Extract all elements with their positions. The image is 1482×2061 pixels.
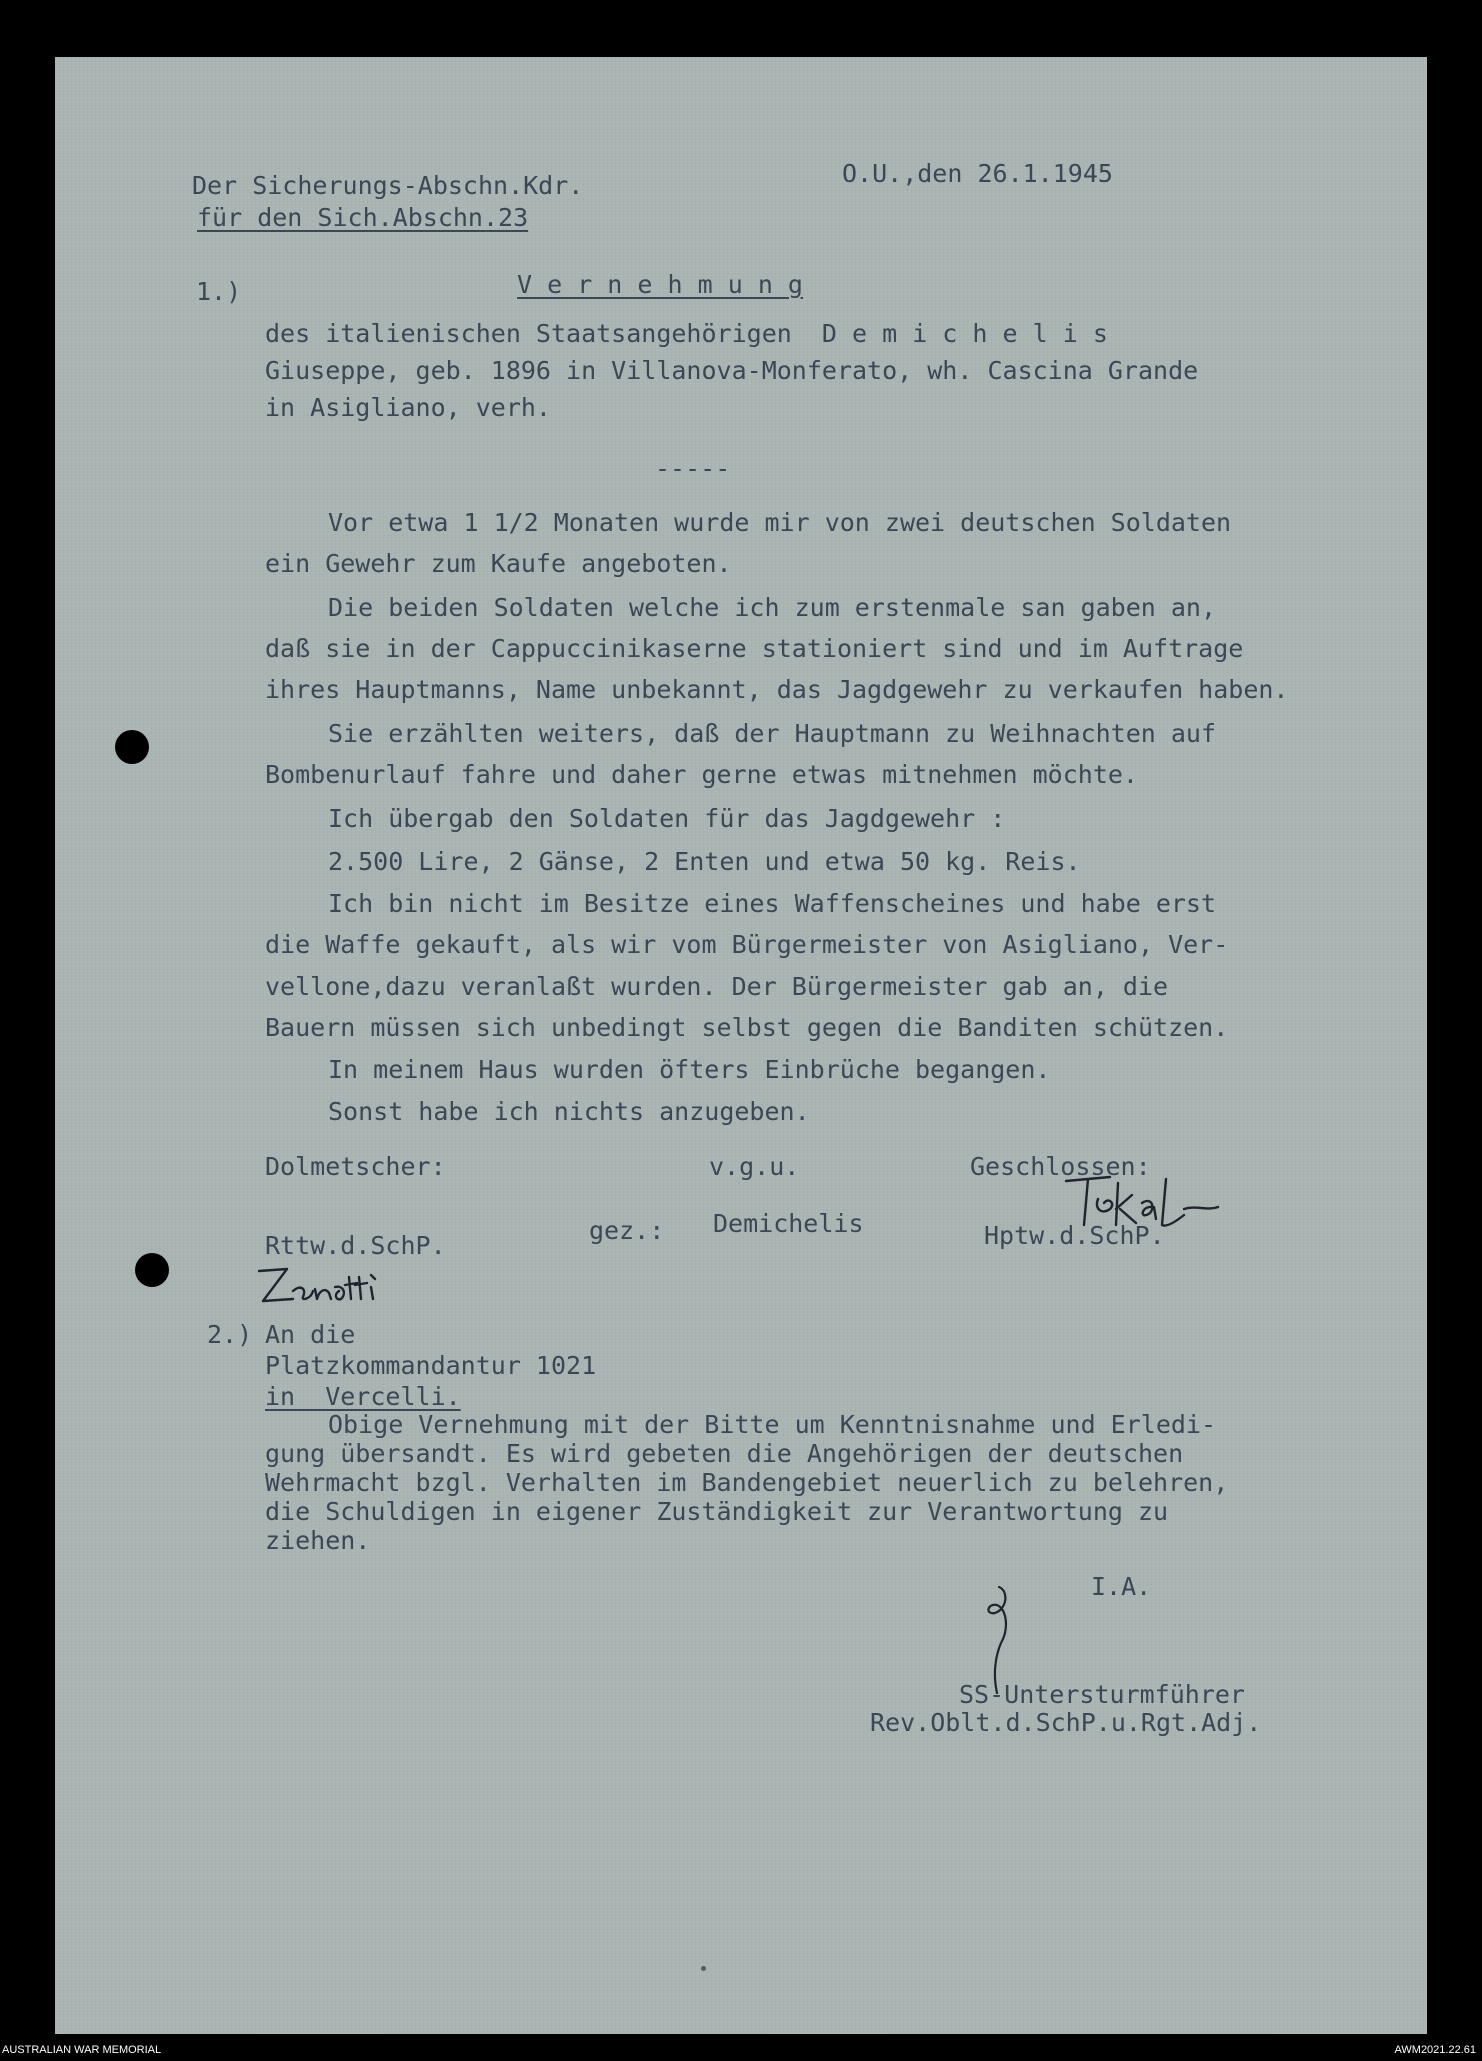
statement-line: ihres Hauptmanns, Name unbekannt, das Jagdgewehr zu verkaufen haben.	[265, 675, 1289, 704]
paper-mark	[701, 1966, 706, 1971]
sender-line-2: für den Sich.Abschn.23	[197, 203, 529, 232]
document-title: V e r n e h m u n g	[517, 270, 803, 299]
vgu-label: v.g.u.	[709, 1152, 800, 1181]
statement-line: Die beiden Soldaten welche ich zum erstenmale san gaben an,	[328, 593, 1217, 622]
statement-line: Vor etwa 1 1/2 Monaten wurde mir von zwei deutschen Soldaten	[328, 508, 1232, 537]
place-date: O.U.,den 26.1.1945	[842, 159, 1113, 188]
subject-line: Giuseppe, geb. 1896 in Villanova-Monferato, wh. Cascina Grande	[265, 356, 1199, 385]
footer-institution: AUSTRALIAN WAR MEMORIAL	[2, 2044, 162, 2056]
section-1-number: 1.)	[196, 277, 242, 306]
statement-line: Sie erzählten weiters, daß der Hauptmann zu Weihnachten auf	[328, 719, 1217, 748]
gez-label: gez.:	[589, 1216, 665, 1245]
cover-note-line: Wehrmacht bzgl. Verhalten im Bandengebiet neuerlich zu belehren,	[265, 1468, 1229, 1497]
cover-note-line: die Schuldigen in eigener Zuständigkeit zur Verantwortung zu	[265, 1497, 1169, 1526]
ia-label: I.A.	[1091, 1572, 1152, 1601]
address-line: in Vercelli.	[265, 1382, 461, 1411]
statement-line: vellone,dazu veranlaßt wurden. Der Bürgermeister gab an, die	[265, 972, 1169, 1001]
address-line: Platzkommandantur 1021	[265, 1351, 597, 1380]
address-line: An die	[265, 1320, 356, 1349]
closed-handwritten-signature	[1058, 1169, 1228, 1241]
statement-line: 2.500 Lire, 2 Gänse, 2 Enten und etwa 50 kg. Reis.	[328, 847, 1081, 876]
sender-line-1: Der Sicherungs-Abschn.Kdr.	[192, 171, 584, 200]
subject-line: in Asigliano, verh.	[265, 393, 551, 422]
subject-line: des italienischen Staatsangehörigen D e m i c h e l i s	[265, 319, 1108, 348]
statement-line: Ich bin nicht im Besitze eines Waffenscheines und habe erst	[328, 889, 1217, 918]
closed-label: Geschlossen:	[970, 1152, 1151, 1181]
cover-note-line: ziehen.	[265, 1526, 371, 1555]
closed-rank: Hptw.d.SchP.	[984, 1221, 1165, 1250]
statement-line: Sonst habe ich nichts anzugeben.	[328, 1097, 810, 1126]
separator: -----	[655, 454, 731, 483]
statement-line: Ich übergab den Soldaten für das Jagdgewehr :	[328, 804, 1006, 833]
punch-hole	[115, 730, 149, 764]
statement-line: die Waffe gekauft, als wir vom Bürgermeister von Asigliano, Ver-	[265, 930, 1229, 959]
cover-note-line: Obige Vernehmung mit der Bitte um Kenntnisnahme und Erledi-	[328, 1410, 1217, 1439]
signer-title: SS-Untersturmführer	[959, 1680, 1245, 1709]
statement-line: Bauern müssen sich unbedingt selbst gegen die Banditen schützen.	[265, 1013, 1229, 1042]
interpreter-label: Dolmetscher:	[265, 1152, 446, 1181]
section-2-number: 2.)	[207, 1320, 253, 1349]
statement-line: daß sie in der Cappuccinikaserne stationiert sind und im Auftrage	[265, 634, 1244, 663]
statement-line: In meinem Haus wurden öfters Einbrüche begangen.	[328, 1055, 1051, 1084]
interpreter-handwritten-signature	[253, 1263, 383, 1311]
document-page	[55, 57, 1427, 2034]
signer-rank: Rev.Oblt.d.SchP.u.Rgt.Adj.	[870, 1708, 1262, 1737]
punch-hole	[135, 1253, 169, 1287]
interpreter-rank: Rttw.d.SchP.	[265, 1231, 446, 1260]
cover-note-line: gung übersandt. Es wird gebeten die Angehörigen der deutschen	[265, 1439, 1184, 1468]
gez-name: Demichelis	[713, 1209, 864, 1238]
footer-reference: AWM2021.22.61	[1394, 2044, 1476, 2056]
statement-line: Bombenurlauf fahre und daher gerne etwas mitnehmen möchte.	[265, 760, 1138, 789]
statement-line: ein Gewehr zum Kaufe angeboten.	[265, 549, 732, 578]
